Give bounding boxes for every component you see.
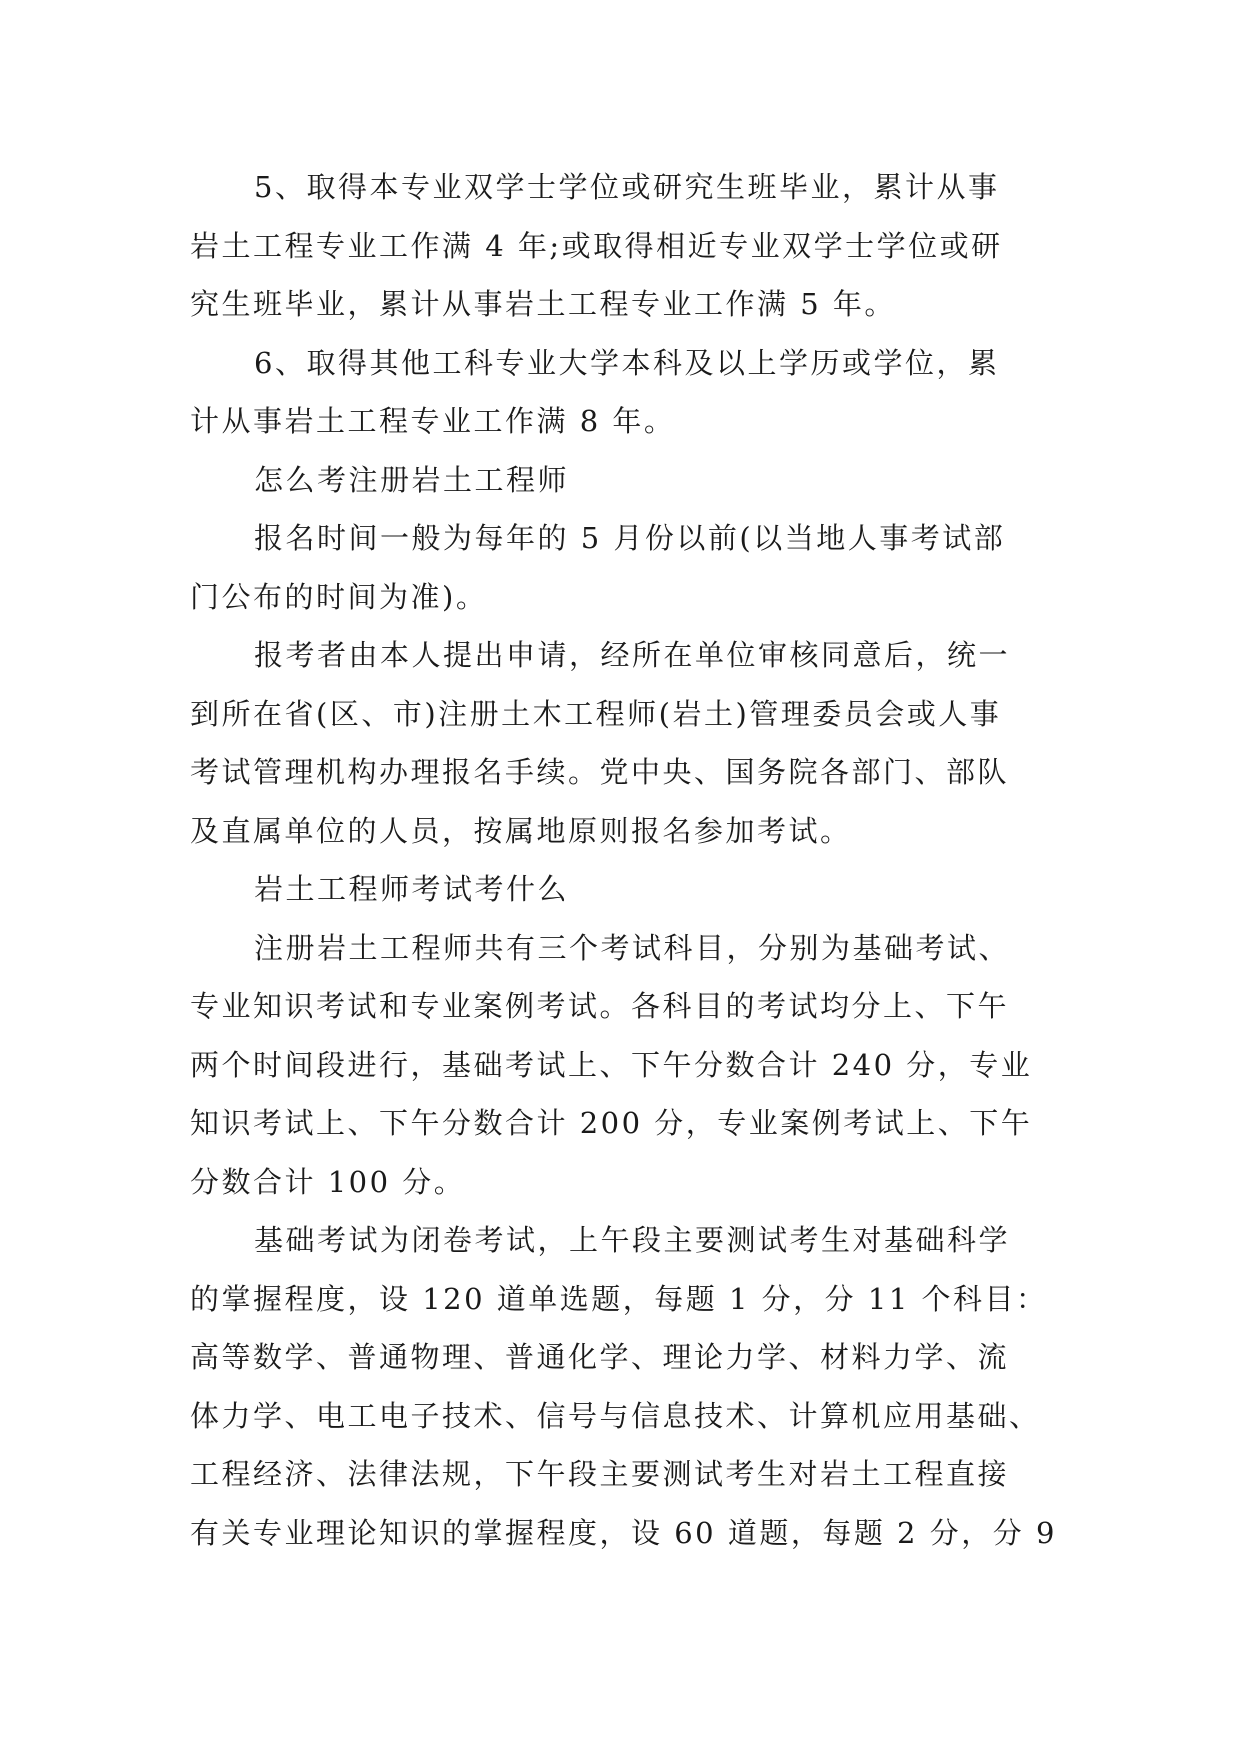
text-line: 计从事岩土工程专业工作满 8 年。 xyxy=(190,404,676,438)
text-line: 分数合计 100 分。 xyxy=(190,1164,466,1199)
text-line: 报名时间一般为每年的 5 月份以前(以当地人事考试部 xyxy=(254,521,1006,555)
text-line: 究生班毕业，累计从事岩土工程专业工作满 5 年。 xyxy=(190,287,896,321)
text-line: 6、取得其他工科专业大学本科及以上学历或学位，累 xyxy=(254,345,1000,380)
text-line: 知识考试上、下午分数合计 200 分，专业案例考试上、下午 xyxy=(190,1106,1033,1140)
text-line: 的掌握程度，设 120 道单选题，每题 1 分，分 11 个科目： xyxy=(190,1281,1048,1316)
text-line: 体力学、电工电子技术、信号与信息技术、计算机应用基础、 xyxy=(190,1398,1041,1433)
text-line: 有关专业理论知识的掌握程度，设 60 道题，每题 2 分，分 9 xyxy=(190,1515,1057,1550)
text-line: 注册岩土工程师共有三个考试科目，分别为基础考试、 xyxy=(254,930,1011,965)
document-body xyxy=(190,158,1070,1562)
text-line: 高等数学、普通物理、普通化学、理论力学、材料力学、流 xyxy=(190,1340,1010,1374)
section-heading: 岩土工程师考试考什么 xyxy=(254,872,570,906)
text-line: 专业知识考试和专业案例考试。各科目的考试均分上、下午 xyxy=(190,989,1010,1023)
text-line: 5、取得本专业双学士学位或研究生班毕业，累计从事 xyxy=(254,170,1000,204)
text-line: 两个时间段进行，基础考试上、下午分数合计 240 分，专业 xyxy=(190,1047,1033,1082)
text-line: 考试管理机构办理报名手续。党中央、国务院各部门、部队 xyxy=(190,755,1010,789)
text-line: 工程经济、法律法规，下午段主要测试考生对岩土工程直接 xyxy=(190,1457,1010,1491)
text-line: 及直属单位的人员，按属地原则报名参加考试。 xyxy=(190,813,852,848)
text-line: 基础考试为闭卷考试，上午段主要测试考生对基础科学 xyxy=(254,1223,1011,1257)
text-line: 报考者由本人提出申请，经所在单位审核同意后，统一 xyxy=(254,638,1011,672)
text-line: 岩土工程专业工作满 4 年;或取得相近专业双学士学位或研 xyxy=(190,228,1003,263)
text-line: 门公布的时间为准)。 xyxy=(190,579,488,614)
section-heading: 怎么考注册岩土工程师 xyxy=(254,462,570,497)
text-line: 到所在省(区、市)注册土木工程师(岩土)管理委员会或人事 xyxy=(190,696,1002,731)
